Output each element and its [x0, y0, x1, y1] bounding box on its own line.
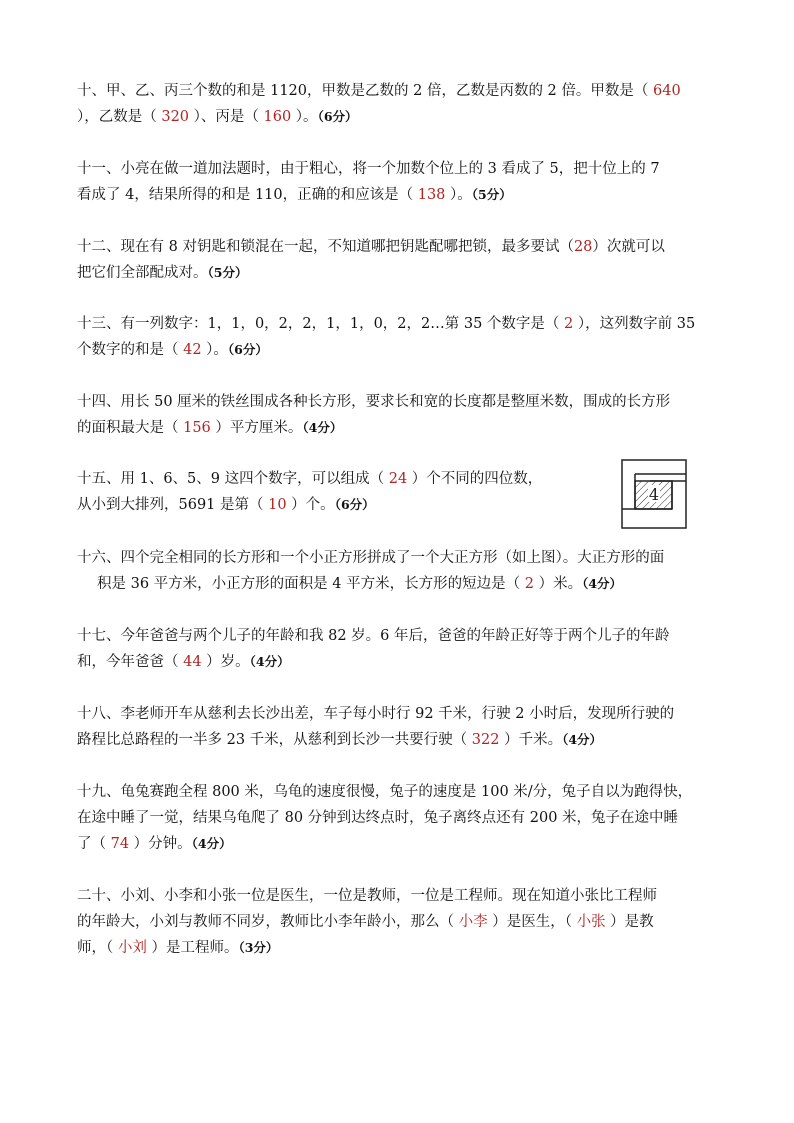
question-text: ），这列数字前 35 [573, 316, 696, 332]
question-line [77, 104, 727, 130]
question-text: 看成了 4，结果所得的和是 110，正确的和应该是（ [77, 187, 418, 203]
answer-value: 小李 [458, 914, 488, 930]
question-line [77, 805, 727, 831]
question-text: ）平方厘米。 [210, 420, 303, 436]
question-text: ）千米。 [499, 732, 563, 748]
question-q12 [77, 234, 727, 286]
question-text: 十二、现在有 8 对钥匙和锁混在一起，不知道哪把钥匙配哪把锁，最多要试（ [77, 239, 574, 255]
answer-value: 160 [263, 109, 292, 125]
question-line [77, 234, 727, 260]
answer-value: 10 [268, 497, 287, 513]
question-line [77, 727, 727, 753]
question-text: 十四、用长 50 厘米的铁丝围成各种长方形，要求长和宽的长度都是整厘米数，围成的长方形 [77, 394, 671, 410]
points-label: （5分） [207, 265, 248, 280]
question-text: ），乙数是（ [77, 109, 162, 125]
points-label: （4分） [249, 654, 290, 669]
question-text: 十、甲、乙、丙三个数的和是 1120，甲数是乙数的 2 倍，乙数是丙数的 2 倍。甲数是（ [77, 83, 654, 99]
answer-value: 2 [564, 316, 574, 332]
question-text: 十七、今年爸爸与两个儿子的年龄和我 82 岁。6 年后，爸爸的年龄正好等于两个儿子的年龄 [77, 628, 670, 644]
question-line [77, 831, 727, 857]
question-text: ）。 [201, 342, 228, 358]
question-text: 的面积最大是（ [77, 420, 184, 436]
question-text: ）米。 [533, 576, 583, 592]
question-text: ）。 [291, 109, 318, 125]
answer-value: 640 [653, 83, 681, 99]
answer-value: 42 [183, 342, 202, 358]
question-text: 二十、小刘、小李和小张一位是医生，一位是教师，一位是工程师。现在知道小张比工程师 [77, 888, 657, 904]
question-line [77, 337, 727, 363]
question-text: 十六、四个完全相同的长方形和一个小正方形拼成了一个大正方形（如上图）。大正方形的面 [77, 550, 665, 566]
question-line [77, 701, 727, 727]
question-text: 十三、有一列数字：1，1，0，2，2，1，1，0，2，2…第 35 个数字是（ [77, 316, 565, 332]
answer-value: 2 [524, 576, 534, 592]
answer-value: 小张 [576, 914, 606, 930]
question-line [77, 623, 727, 649]
question-text: 从小到大排列，5691 是第（ [77, 497, 269, 513]
points-label: （6分） [227, 342, 268, 357]
question-q20 [77, 883, 727, 961]
answer-value: 138 [417, 187, 446, 203]
question-line [77, 260, 727, 286]
question-line [77, 909, 727, 935]
question-text: ）分钟。 [129, 836, 192, 852]
square-figure [621, 459, 687, 529]
question-line [77, 883, 727, 909]
question-q11 [77, 156, 727, 208]
question-line [77, 389, 727, 415]
question-text: 个数字的和是（ [77, 342, 184, 358]
question-text: ）个不同的四位数， [407, 471, 543, 487]
answer-value: 320 [161, 109, 190, 125]
question-q16 [77, 545, 727, 597]
question-q14 [77, 389, 727, 441]
points-label: （4分） [562, 732, 603, 747]
question-text: ）。 [445, 187, 472, 203]
small-square-label: 4 [648, 485, 660, 504]
question-line [77, 156, 727, 182]
question-text: ）岁。 [201, 654, 250, 670]
answer-value: 156 [183, 420, 211, 436]
question-line [77, 935, 727, 961]
question-text: ）、丙是（ [189, 109, 264, 125]
points-label: （6分） [317, 109, 358, 124]
question-line [77, 545, 727, 571]
question-text: 路程比总路程的一半多 23 千米，从慈利到长沙一共要行驶（ [77, 732, 472, 748]
question-text: 把它们全部配成对。 [77, 265, 208, 281]
points-label: （3分） [238, 940, 279, 955]
question-q17 [77, 623, 727, 675]
answer-value: 24 [388, 471, 408, 487]
question-text: 在途中睡了一觉，结果乌龟爬了 80 分钟到达终点时，兔子离终点还有 200 米，兔子在途中睡 [77, 810, 679, 826]
question-text: 的年龄大，小刘与教师不同岁，教师比小李年龄小，那么（ [77, 914, 459, 930]
question-line [77, 182, 727, 208]
question-q19 [77, 779, 727, 857]
question-text: 和，今年爸爸（ [77, 654, 184, 670]
question-text: 了（ [77, 836, 111, 852]
question-line [77, 415, 727, 441]
question-text: 积是 36 平方米，小正方形的面积是 4 平方米，长方形的短边是（ [97, 576, 525, 592]
points-label: （4分） [191, 836, 232, 851]
question-text: ）是工程师。 [146, 940, 239, 956]
question-q13 [77, 311, 727, 363]
points-label: （4分） [302, 420, 343, 435]
answer-value: 74 [110, 836, 130, 852]
points-label: （6分） [334, 497, 375, 512]
answer-value: 322 [471, 732, 500, 748]
question-text: ）是教 [605, 914, 654, 930]
points-label: （4分） [582, 576, 623, 591]
question-q18 [77, 701, 727, 753]
answer-value: 44 [183, 654, 202, 670]
question-text: ）是医生，（ [487, 914, 577, 930]
answer-value: 小刘 [117, 940, 147, 956]
question-line [77, 779, 727, 805]
points-label: （5分） [471, 187, 512, 202]
question-text: 师，（ [77, 940, 118, 956]
question-text: ）个。 [286, 497, 335, 513]
answer-value: 28 [573, 239, 593, 255]
question-text: 十一、小亮在做一道加法题时，由于粗心，将一个加数个位上的 3 看成了 5，把十位上的 7 [77, 161, 660, 177]
question-text: 十九、龟兔赛跑全程 800 米，乌龟的速度很慢，兔子的速度是 100 米/分，兔子自以为跑得快， [77, 784, 693, 800]
question-line [77, 649, 727, 675]
question-line [77, 78, 727, 104]
question-line [77, 311, 727, 337]
question-line [77, 571, 727, 597]
question-q10 [77, 78, 727, 130]
question-text: 十八、李老师开车从慈利去长沙出差，车子每小时行 92 千米，行驶 2 小时后，发现所行驶的 [77, 706, 675, 722]
question-text: ）次就可以 [592, 239, 665, 255]
question-text: 十五、用 1、6、5、9 这四个数字，可以组成（ [77, 471, 389, 487]
